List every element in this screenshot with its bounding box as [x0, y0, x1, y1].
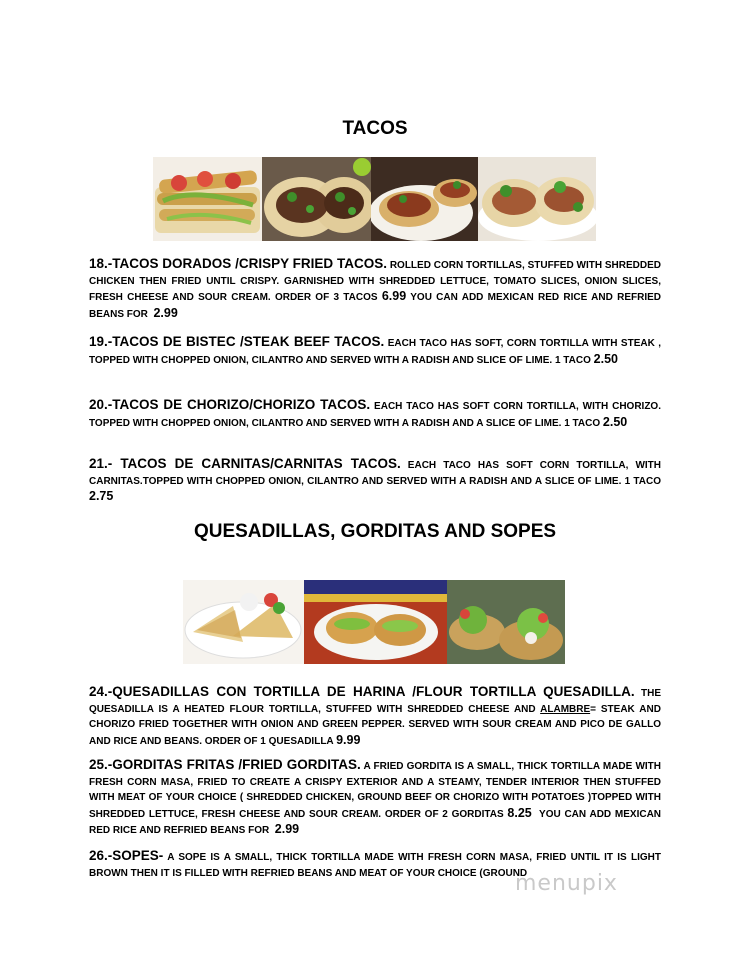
- item-name: 21.- TACOS DE CARNITAS/CARNITAS TACOS.: [89, 456, 401, 471]
- item-addon-description: YOU CAN ADD MEXICAN RED RICE AND REFRIED BEANS FOR: [89, 808, 662, 836]
- taquitos-dorados-photo: [153, 157, 262, 241]
- item-price: 2.50: [593, 351, 618, 366]
- section-title-quesadillas: QUESADILLAS, GORDITAS AND SOPES: [193, 521, 557, 542]
- menu-item-tacos-carnitas: [89, 456, 661, 506]
- item-description: EACH TACO HAS SOFT, CORN TORTILLA WITH STEAK , TOPPED WITH CHOPPED ONION, CILANTRO AND SERVED WITH A RADISH AND SLICE OF LIME. 1 TACO: [89, 338, 662, 366]
- quesadilla-photo: [183, 580, 304, 664]
- chorizo-tacos-photo: [371, 157, 478, 241]
- sopes-photo: [447, 580, 565, 664]
- menu-item-gorditas: [89, 757, 661, 839]
- item-name: 24.-QUESADILLAS CON TORTILLA DE HARINA /FLOUR TORTILLA QUESADILLA.: [89, 684, 635, 699]
- steak-tacos-photo: [262, 157, 371, 241]
- item-name: 18.-TACOS DORADOS /CRISPY FRIED TACOS.: [89, 256, 387, 271]
- item-name: 25.-GORDITAS FRITAS /FRIED GORDITAS.: [89, 757, 361, 772]
- item-description: A FRIED GORDITA IS A SMALL, THICK TORTILLA MADE WITH FRESH CORN MASA, FRIED TO CREATE A CRISPY EXTERIOR AND A STEAMY, TENDER INTERIOR THEN STUFFED WITH MEAT OF YOUR CHOICE ( SHREDDED CHICKEN, GROUND BEEF OR CHORIZO WITH POTATOES )TOPPED WITH SHREDDED LETTUCE, FRESH CHEESE AND SOUR CREAM. ORDER OF 2 GORDITAS: [89, 761, 661, 820]
- item-name: 26.-SOPES-: [89, 848, 164, 863]
- item-name: 20.-TACOS DE CHORIZO/CHORIZO TACOS.: [89, 397, 371, 412]
- item-addon-price: 2.99: [153, 305, 178, 320]
- item-addon-price: 2.99: [274, 822, 300, 836]
- item-price: 9.99: [336, 732, 361, 747]
- item-price: 8.25: [507, 805, 532, 820]
- item-description: A SOPE IS A SMALL, THICK TORTILLA MADE WITH FRESH CORN MASA, FRIED UNTIL IT IS LIGHT BROWN THEN IT IS FILLED WITH REFRIED BEANS AND MEAT OF YOUR CHOICE (GROUND: [89, 852, 661, 879]
- item-description-cont: = STEAK AND CHORIZO FRIED TOGETHER WITH ONION AND GREEN PEPPER. SERVED WITH SOUR CREAM AND PICO DE GALLO AND RICE AND BEANS. ORDER OF 1 QUESADILLA: [89, 703, 661, 747]
- menu-item-tacos-dorados: [89, 256, 661, 322]
- item-underlined-term: ALAMBRE: [540, 703, 591, 715]
- section-title-tacos: TACOS: [342, 118, 408, 139]
- item-description: ROLLED CORN TORTILLAS, STUFFED WITH SHREDDED CHICKEN THEN FRIED UNTIL CRISPY. GARNISHED WITH SHREDDED LETTUCE, TOMATO SLICES, ONION SLICES, FRESH CHEESE AND SOUR CREAM. ORDER OF 3 TACOS: [89, 260, 661, 303]
- gorditas-photo: [304, 580, 447, 664]
- watermark-logo: menupix: [515, 871, 618, 896]
- item-price: 2.50: [602, 414, 628, 429]
- item-price: 2.75: [89, 489, 114, 503]
- menu-item-tacos-chorizo: [89, 397, 661, 431]
- item-price: 6.99: [381, 289, 407, 303]
- item-addon-description: YOU CAN ADD MEXICAN RED RICE AND REFRIED BEANS FOR: [89, 292, 661, 320]
- carnitas-tacos-photo: [478, 157, 596, 241]
- item-description: EACH TACO HAS SOFT CORN TORTILLA, WITH CARNITAS.TOPPED WITH CHOPPED ONION, CILANTRO AND SERVED WITH A RADISH AND A SLICE OF LIME. 1 TACO: [89, 460, 661, 487]
- item-name: 19.-TACOS DE BISTEC /STEAK BEEF TACOS.: [89, 334, 385, 349]
- quesadillas-photo-strip: [183, 580, 565, 664]
- tacos-photo-strip: [153, 157, 596, 241]
- item-description: THE QUESADILLA IS A HEATED FLOUR TORTILLA, STUFFED WITH SHREDDED CHEESE AND: [89, 688, 661, 715]
- item-description: EACH TACO HAS SOFT CORN TORTILLA, WITH CHORIZO. TOPPED WITH CHOPPED ONION, CILANTRO AND SERVED WITH A RADISH AND A SLICE OF LIME. 1 TACO: [89, 401, 661, 429]
- menu-item-tacos-bistec: [89, 334, 661, 368]
- menu-item-quesadilla: [89, 684, 661, 749]
